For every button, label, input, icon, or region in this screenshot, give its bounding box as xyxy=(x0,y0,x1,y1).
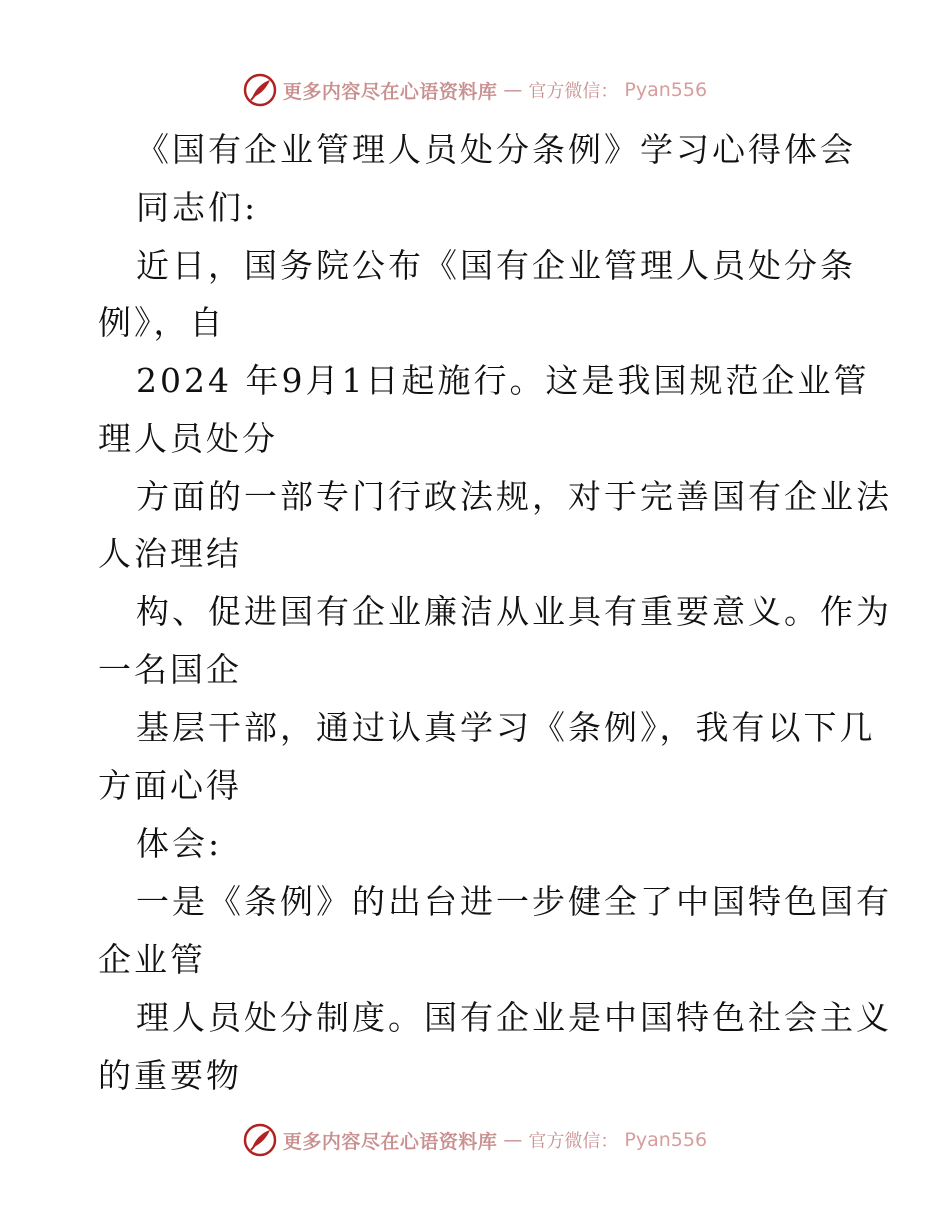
paragraph-line: 近日，国务院公布《国有企业管理人员处分条 xyxy=(136,246,856,285)
header-banner xyxy=(0,70,950,110)
paragraph-line: 体会: xyxy=(136,824,223,863)
site-name: 更多内容尽在心语资料库 xyxy=(282,80,498,103)
paragraph-line: 构、促进国有企业廉洁从业具有重要意义。作为 xyxy=(136,592,892,631)
document-title: 《国有企业管理人员处分条例》学习心得体会 xyxy=(136,130,856,169)
wechat-label: 官方微信： xyxy=(528,1131,619,1152)
paragraph-line: 理人员处分制度。国有企业是中国特色社会主义 xyxy=(136,998,892,1037)
paragraph-line: 的重要物 xyxy=(98,1056,242,1095)
banner-separator: — xyxy=(503,1129,523,1151)
salutation: 同志们: xyxy=(136,188,259,227)
paragraph-line: 基层干部，通过认真学习《条例》，我有以下几 xyxy=(136,708,876,747)
wechat-label: 官方微信： xyxy=(528,81,619,102)
paragraph-line: 2024 年9月1日起施行。这是我国规范企业管 xyxy=(136,361,870,400)
wechat-id: Pyan556 xyxy=(624,1129,708,1151)
paragraph-line: 例》，自 xyxy=(98,303,226,342)
footer-banner xyxy=(0,1120,950,1160)
paragraph-line: 一是《条例》的出台进一步健全了中国特色国有 xyxy=(136,882,892,921)
paragraph-line: 方面的一部专门行政法规，对于完善国有企业法 xyxy=(136,477,892,516)
paragraph-line: 理人员处分 xyxy=(98,419,278,458)
feather-pen-logo-icon xyxy=(243,1123,277,1157)
paragraph-line: 一名国企 xyxy=(98,650,242,689)
paragraph-line: 方面心得 xyxy=(98,766,242,805)
banner-separator: — xyxy=(503,79,523,101)
feather-pen-logo-icon xyxy=(243,73,277,107)
paragraph-line: 企业管 xyxy=(98,940,206,979)
paragraph-line: 人治理结 xyxy=(98,534,242,573)
site-name: 更多内容尽在心语资料库 xyxy=(282,1130,498,1153)
wechat-id: Pyan556 xyxy=(624,79,708,101)
